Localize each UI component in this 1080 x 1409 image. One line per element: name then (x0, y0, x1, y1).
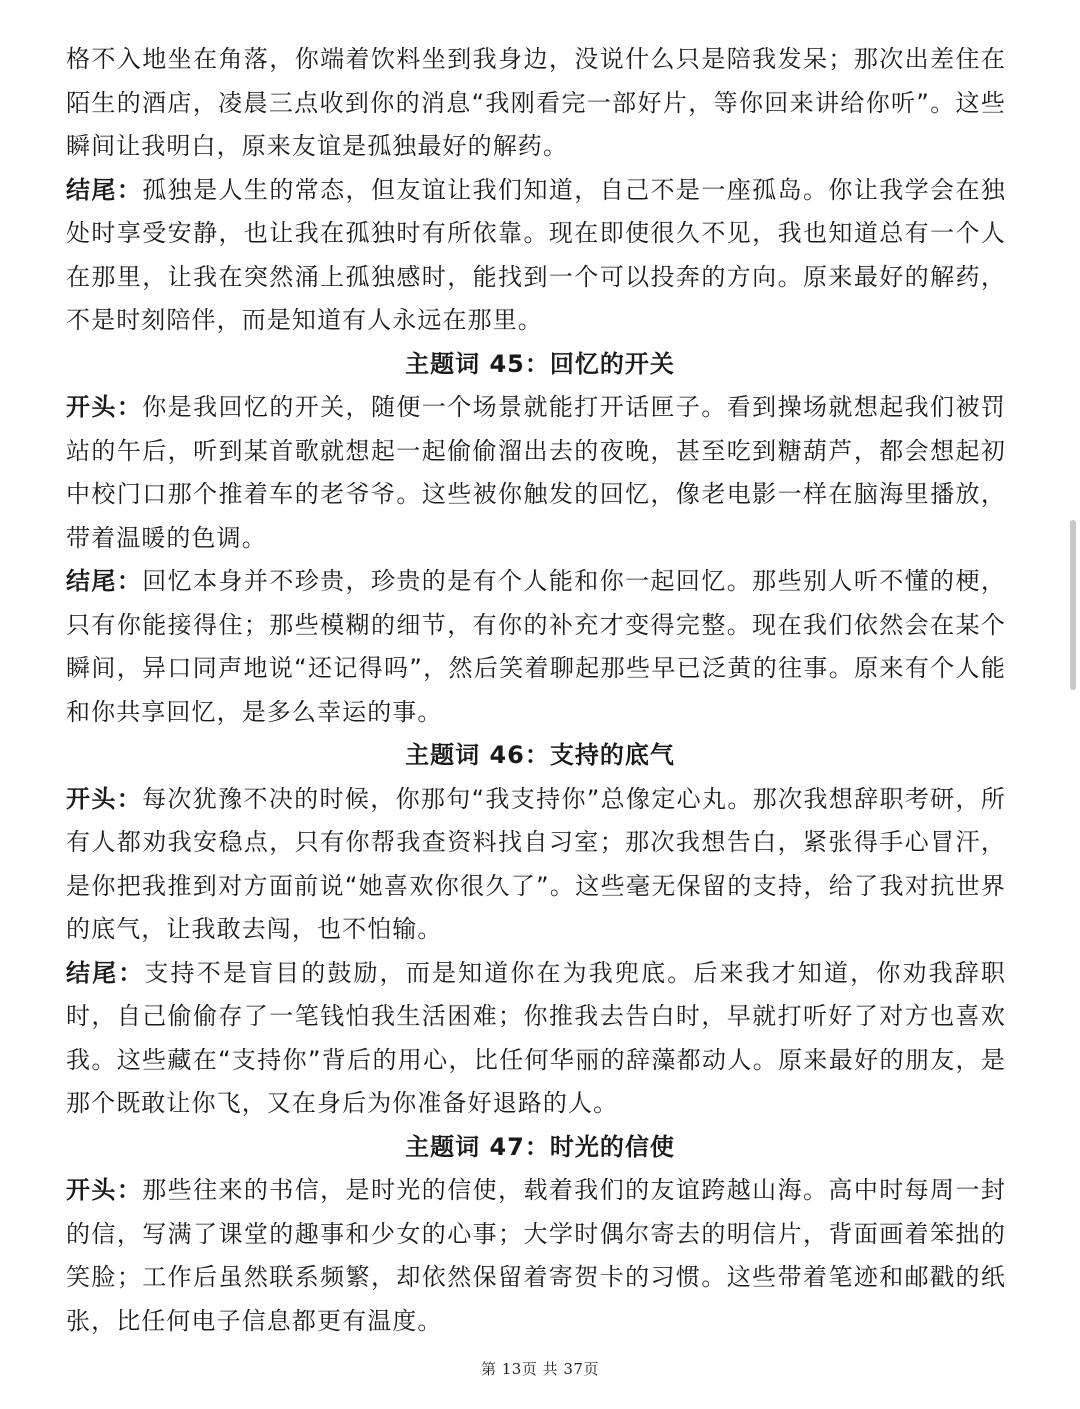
paragraph-lead-label: 结尾： (66, 958, 145, 987)
paragraph-support-opening (66, 778, 1006, 952)
paragraph-text: 孤独是人生的常态，但友谊让我们知道，自己不是一座孤岛。你让我学会在独处时享受安静，也让我在孤独时有所依靠。现在即使很久不见，我也知道总有一个人在那里，让我在突然涌上孤独感时，能找到一个可以投奔的方向。原来最好的解药，不是时刻陪伴，而是知道有人永远在那里。 (66, 175, 1006, 334)
paragraph-loneliness-ending (66, 169, 1006, 343)
paragraph-text: 你是我回忆的开关，随便一个场景就能打开话匣子。看到操场就想起我们被罚站的午后，听到某首歌就想起一起偷偷溜出去的夜晚，甚至吃到糖葫芦，都会想起初中校门口那个推着车的老爷爷。这些被你触发的回忆，像老电影一样在脑海里播放，带着温暖的色调。 (66, 393, 1006, 552)
paragraph-loneliness-body (66, 38, 1006, 169)
paragraph-text: 每次犹豫不决的时候，你那句“我支持你”总像定心丸。那次我想辞职考研，所有人都劝我安稳点，只有你帮我查资料找自习室；那次我想告白，紧张得手心冒汗，是你把我推到对方面前说“她喜欢你很久了”。这些毫无保留的支持，给了我对抗世界的底气，让我敢去闯，也不怕输。 (66, 784, 1006, 943)
paragraph-lead-label: 开头： (66, 393, 143, 421)
paragraph-memory-opening (66, 386, 1006, 560)
paragraph-text: 格不入地坐在角落，你端着饮料坐到我身边，没说什么只是陪我发呆；那次出差住在陌生的酒店，凌晨三点收到你的消息“我刚看完一部好片，等你回来讲给你听”。这些瞬间让我明白，原来友谊是孤独最好的解药。 (66, 45, 1006, 160)
paragraph-memory-ending (66, 560, 1006, 734)
paragraph-text: 回忆本身并不珍贵，珍贵的是有个人能和你一起回忆。那些别人听不懂的梗，只有你能接得住；那些模糊的细节，有你的补充才变得完整。现在我们依然会在某个瞬间，异口同声地说“还记得吗”，然后笑着聊起那些早已泛黄的往事。原来有个人能和你共享回忆，是多么幸运的事。 (66, 567, 1006, 726)
paragraph-text: 那些往来的书信，是时光的信使，载着我们的友谊跨越山海。高中时每周一封的信，写满了课堂的趣事和少女的心事；大学时偶尔寄去的明信片，背面画着笨拙的笑脸；工作后虽然联系频繁，却依然保留着寄贺卡的习惯。这些带着笔迹和邮戳的纸张，比任何电子信息都更有温度。 (66, 1176, 1006, 1335)
paragraph-lead-label: 开头： (66, 784, 143, 813)
paragraph-support-ending (66, 952, 1006, 1126)
paragraph-lead-label: 结尾： (66, 175, 143, 204)
section-heading-45: 主题词 45：回忆的开关 (405, 349, 675, 378)
paragraph-text: 支持不是盲目的鼓励，而是知道你在为我兜底。后来我才知道，你劝我辞职时，自己偷偷存了一笔钱怕我生活困难；你推我去告白时，早就打听好了对方也喜欢我。这些藏在“支持你”背后的用心，比任何华丽的辞藻都动人。原来最好的朋友，是那个既敢让你飞，又在身后为你准备好退路的人。 (66, 958, 1006, 1117)
paragraph-letters-opening (66, 1169, 1006, 1343)
section-heading-47: 主题词 47：时光的信使 (405, 1132, 675, 1161)
paragraph-lead-label: 开头： (66, 1176, 143, 1204)
section-heading-46: 主题词 46：支持的底气 (405, 741, 675, 769)
page-footer: 第 13页 共 37页 (481, 1360, 599, 1378)
document-content (66, 38, 1006, 1343)
scrollbar-thumb[interactable] (1070, 520, 1076, 690)
paragraph-lead-label: 结尾： (66, 567, 143, 595)
